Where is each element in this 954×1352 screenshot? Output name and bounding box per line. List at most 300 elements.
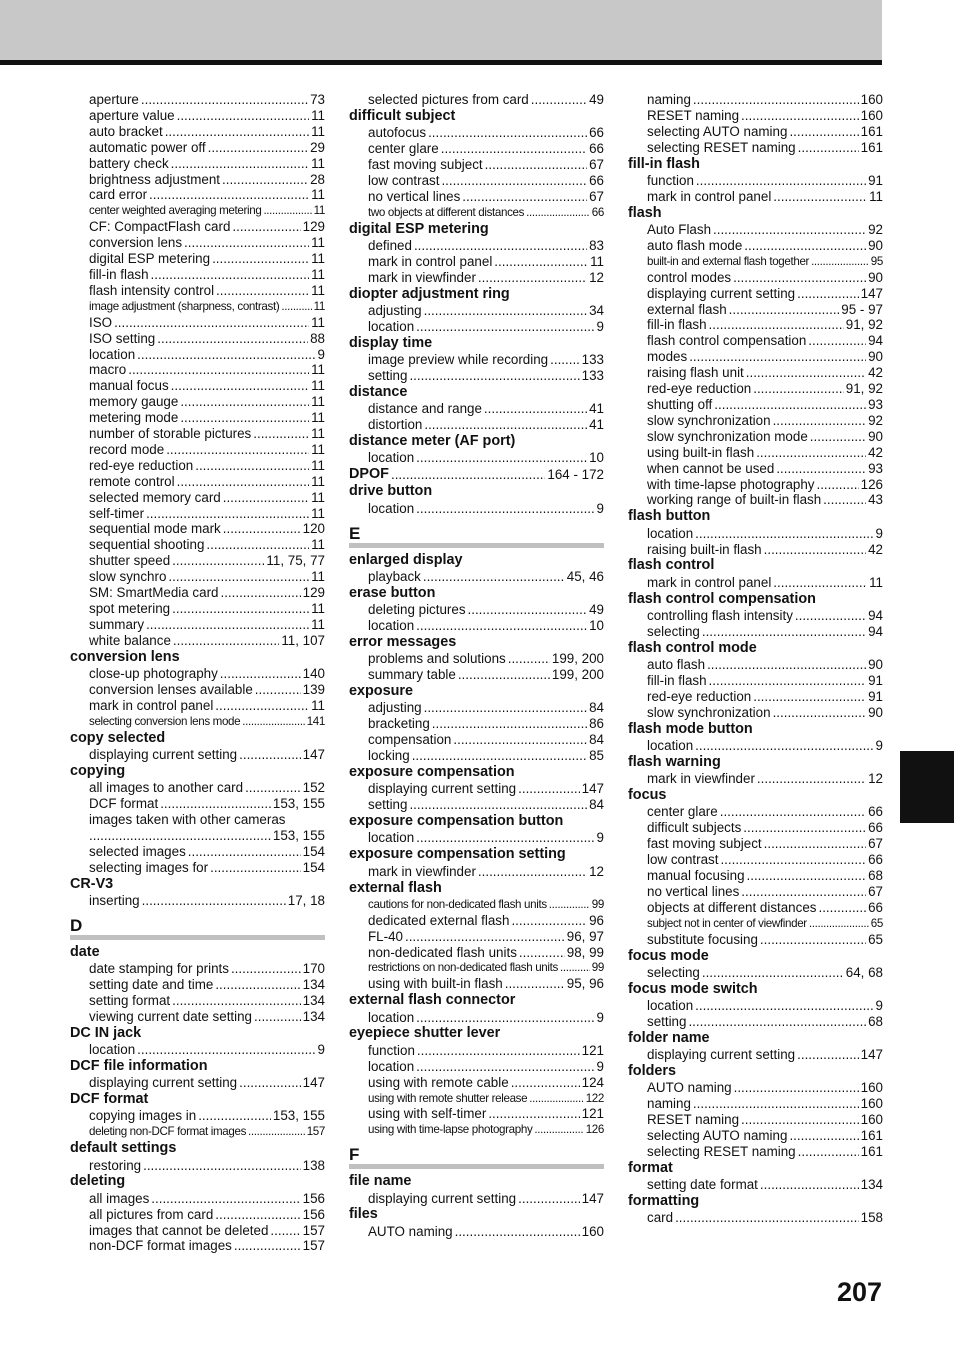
subentry-label: slow synchro bbox=[89, 569, 167, 585]
page-reference: 90 bbox=[868, 269, 883, 285]
leader-dots bbox=[462, 189, 587, 205]
page-reference: 12 bbox=[589, 863, 604, 879]
section-letter: E bbox=[349, 524, 604, 548]
index-subentry bbox=[349, 1059, 604, 1075]
leader-dots bbox=[215, 1207, 300, 1223]
page-reference: 156 bbox=[302, 1206, 325, 1222]
page-reference: 85 bbox=[589, 748, 604, 764]
index-subentry bbox=[628, 608, 883, 624]
leader-dots bbox=[149, 187, 309, 203]
index-heading: exposure compensation bbox=[349, 764, 515, 781]
page-reference: 11 bbox=[311, 123, 325, 139]
leader-dots bbox=[215, 698, 309, 714]
page-number: 207 bbox=[836, 1277, 882, 1307]
leader-dots bbox=[146, 617, 309, 633]
page-reference: 157 bbox=[302, 1238, 325, 1254]
index-subentry bbox=[628, 932, 883, 948]
subentry-label: function bbox=[368, 1042, 415, 1058]
subentry-label: two objects at different distances bbox=[368, 205, 525, 219]
leader-dots bbox=[797, 286, 859, 302]
leader-dots bbox=[773, 575, 867, 591]
leader-dots bbox=[688, 1014, 866, 1030]
leader-dots bbox=[424, 700, 587, 716]
index-subentry bbox=[628, 624, 883, 640]
subentry-label: summary bbox=[89, 616, 145, 632]
index-subentry bbox=[349, 830, 604, 846]
page-reference: 11 bbox=[311, 426, 325, 442]
page-reference: 67 bbox=[868, 883, 883, 899]
index-heading: format bbox=[628, 1159, 673, 1176]
subentry-label: mark in viewfinder bbox=[368, 269, 476, 285]
page-reference: 147 bbox=[860, 1047, 883, 1063]
index-subentry bbox=[628, 673, 883, 689]
index-subentry bbox=[628, 429, 883, 445]
leader-dots bbox=[764, 542, 866, 558]
index-subentry bbox=[349, 1122, 604, 1138]
subentry-label: low contrast bbox=[368, 172, 440, 188]
index-subentry bbox=[70, 961, 325, 977]
subentry-label: digital ESP metering bbox=[89, 251, 211, 267]
subentry-label: red-eye reduction bbox=[647, 688, 752, 704]
index-heading: date bbox=[70, 943, 100, 960]
page-reference: 94 bbox=[868, 623, 883, 639]
page-reference: 157 bbox=[302, 1222, 325, 1238]
subentry-label: deleting pictures bbox=[368, 602, 466, 618]
index-subentry bbox=[349, 897, 604, 913]
page-reference: 66 bbox=[589, 125, 604, 141]
index-subentry bbox=[70, 1158, 325, 1174]
index-subentry bbox=[349, 319, 604, 335]
leader-dots bbox=[223, 521, 301, 537]
index-subentry bbox=[70, 426, 325, 442]
leader-dots bbox=[216, 283, 309, 299]
index-heading: difficult subject bbox=[349, 107, 456, 124]
index-subentry bbox=[70, 780, 325, 796]
subentry-label: automatic power off bbox=[89, 139, 206, 155]
index-subentry-continuation bbox=[70, 828, 325, 844]
leader-dots bbox=[526, 205, 590, 221]
index-subentry bbox=[70, 490, 325, 506]
subentry-label: summary table bbox=[368, 667, 456, 683]
index-subentry bbox=[628, 1014, 883, 1030]
page-reference: 42 bbox=[868, 541, 883, 557]
leader-dots bbox=[798, 140, 859, 156]
index-subentry bbox=[70, 506, 325, 522]
leader-dots bbox=[223, 490, 309, 506]
leader-dots bbox=[734, 1080, 859, 1096]
subentry-label: cautions for non-dedicated flash units bbox=[368, 897, 547, 911]
subentry-label: using with remote shutter release bbox=[368, 1091, 528, 1105]
index-subentry bbox=[628, 365, 883, 381]
leader-dots bbox=[142, 893, 286, 909]
leader-dots bbox=[816, 477, 858, 493]
page-reference: 93 bbox=[868, 460, 883, 476]
index-heading: external flash connector bbox=[349, 992, 516, 1009]
page-reference: 147 bbox=[581, 781, 604, 797]
subentry-label: autofocus bbox=[368, 125, 427, 141]
page-reference: 84 bbox=[589, 700, 604, 716]
subentry-label: auto bracket bbox=[89, 123, 163, 139]
index-heading: erase button bbox=[349, 584, 436, 601]
subentry-label: displaying current setting bbox=[647, 1047, 796, 1063]
page-reference: 66 bbox=[589, 172, 604, 188]
index-subentry bbox=[628, 317, 883, 333]
subentry-label: CF: CompactFlash card bbox=[89, 219, 231, 235]
leader-dots bbox=[172, 601, 309, 617]
index-subentry bbox=[628, 302, 883, 318]
index-subentry bbox=[70, 1238, 325, 1254]
subentry-label: mark in control panel bbox=[89, 697, 214, 713]
leader-dots bbox=[157, 331, 308, 347]
page-reference: 154 bbox=[302, 843, 325, 859]
index-subentry bbox=[349, 732, 604, 748]
subentry-label: problems and solutions bbox=[368, 651, 506, 667]
index-subentry bbox=[70, 666, 325, 682]
leader-dots bbox=[696, 173, 866, 189]
index-heading: default settings bbox=[70, 1140, 177, 1157]
subentry-label: setting date format bbox=[647, 1177, 758, 1193]
leader-dots bbox=[760, 932, 866, 948]
leader-dots bbox=[808, 333, 866, 349]
subentry-label: selecting AUTO naming bbox=[647, 1128, 788, 1144]
leader-dots bbox=[709, 673, 867, 689]
leader-dots bbox=[220, 585, 300, 601]
page-reference: 129 bbox=[302, 219, 325, 235]
subentry-label: dedicated external flash bbox=[368, 912, 510, 928]
page-reference: 86 bbox=[589, 716, 604, 732]
page-reference: 10 bbox=[589, 450, 604, 466]
index-heading: flash control compensation bbox=[628, 590, 816, 607]
subentry-label: when cannot be used bbox=[647, 460, 775, 476]
leader-dots bbox=[733, 270, 866, 286]
leader-dots bbox=[713, 222, 866, 238]
index-subentry bbox=[70, 585, 325, 601]
index-subentry bbox=[628, 397, 883, 413]
page-reference: 42 bbox=[868, 444, 883, 460]
leader-dots bbox=[188, 844, 301, 860]
page-reference: 199, 200 bbox=[551, 651, 604, 667]
index-subentry bbox=[628, 965, 883, 981]
subentry-label: playback bbox=[368, 568, 421, 584]
index-subentry-text: images taken with other cameras bbox=[89, 811, 286, 827]
leader-dots bbox=[773, 413, 867, 429]
subentry-label: location bbox=[368, 450, 415, 466]
leader-dots bbox=[195, 458, 309, 474]
index-subentry bbox=[70, 331, 325, 347]
leader-dots bbox=[391, 466, 545, 483]
index-heading: flash mode button bbox=[628, 720, 753, 737]
subentry-label: naming bbox=[647, 1096, 691, 1112]
leader-dots bbox=[414, 238, 587, 254]
leader-dots bbox=[208, 140, 308, 156]
leader-dots bbox=[151, 1191, 300, 1207]
index-subentry bbox=[70, 299, 325, 315]
subentry-label: slow synchronization bbox=[647, 704, 771, 720]
subentry-label: subject not in center of viewfinder bbox=[647, 916, 807, 930]
index-subentry bbox=[70, 1124, 325, 1140]
index-subentry bbox=[349, 141, 604, 157]
leader-dots bbox=[511, 1075, 580, 1091]
page-reference: 134 bbox=[302, 992, 325, 1008]
leader-dots bbox=[166, 442, 309, 458]
leader-dots bbox=[776, 461, 866, 477]
page-reference: 11 bbox=[311, 187, 325, 203]
leader-dots bbox=[416, 830, 594, 846]
leader-dots bbox=[760, 1177, 859, 1193]
subentry-label: AUTO naming bbox=[647, 1080, 732, 1096]
page-reference: 11 bbox=[311, 107, 325, 123]
page-reference: 138 bbox=[302, 1157, 325, 1173]
index-subentry bbox=[349, 270, 604, 286]
page-reference: 133 bbox=[581, 352, 604, 368]
page-reference: 11 bbox=[311, 410, 325, 426]
subentry-label: viewing current date setting bbox=[89, 1008, 253, 1024]
index-heading: exposure compensation setting bbox=[349, 846, 566, 863]
page-reference: 11 bbox=[311, 505, 325, 521]
subentry-label: record mode bbox=[89, 441, 165, 457]
leader-dots bbox=[753, 689, 866, 705]
index-subentry bbox=[628, 526, 883, 542]
index-subentry bbox=[70, 156, 325, 172]
subentry-label: modes bbox=[647, 349, 688, 365]
subentry-label: location bbox=[647, 737, 694, 753]
page-reference: 11 bbox=[311, 394, 325, 410]
index-heading-label: DPOF bbox=[349, 466, 389, 483]
index-heading: error messages bbox=[349, 634, 457, 650]
subentry-label: red-eye reduction bbox=[647, 381, 752, 397]
index-subentry bbox=[349, 976, 604, 992]
index-heading: file name bbox=[349, 1173, 412, 1190]
leader-dots bbox=[741, 1112, 859, 1128]
leader-dots bbox=[432, 716, 587, 732]
index-subentry bbox=[628, 1177, 883, 1193]
index-heading: exposure compensation button bbox=[349, 813, 564, 830]
subentry-label: mark in viewfinder bbox=[368, 863, 476, 879]
index-heading: digital ESP metering bbox=[349, 220, 489, 237]
index-subentry bbox=[349, 1091, 604, 1107]
page-reference: 11 bbox=[311, 441, 325, 457]
subentry-label: setting bbox=[368, 797, 408, 813]
page-reference: 66 bbox=[589, 141, 604, 157]
page-reference: 160 bbox=[860, 1112, 883, 1128]
index-heading: flash control bbox=[628, 557, 715, 574]
page-reference: 29 bbox=[310, 139, 325, 155]
page-reference: 139 bbox=[302, 681, 325, 697]
index-subentry bbox=[70, 362, 325, 378]
index-subentry bbox=[349, 569, 604, 585]
page-reference: 11 bbox=[313, 299, 325, 313]
leader-dots bbox=[210, 860, 301, 876]
header-rule bbox=[0, 60, 882, 65]
page-reference: 161 bbox=[860, 123, 883, 139]
subentry-label: difficult subjects bbox=[647, 820, 742, 836]
index-subentry bbox=[628, 852, 883, 868]
subentry-label: adjusting bbox=[368, 302, 422, 318]
index-subentry bbox=[628, 108, 883, 124]
page-reference: 94 bbox=[868, 607, 883, 623]
index-subentry bbox=[628, 1096, 883, 1112]
leader-dots bbox=[239, 1075, 301, 1091]
page-reference: 156 bbox=[302, 1190, 325, 1206]
leader-dots bbox=[263, 203, 311, 219]
index-subentry bbox=[349, 352, 604, 368]
page-reference: 65 bbox=[870, 916, 883, 930]
leader-dots bbox=[198, 1108, 271, 1124]
index-subentry bbox=[628, 92, 883, 108]
subentry-label: fast moving subject bbox=[647, 836, 762, 852]
index-subentry bbox=[349, 1106, 604, 1122]
leader-dots bbox=[720, 804, 866, 820]
subentry-label: DCF format bbox=[89, 796, 159, 812]
leader-dots bbox=[789, 124, 858, 140]
leader-dots bbox=[757, 771, 866, 787]
page-reference: 9 bbox=[875, 998, 883, 1014]
page-reference: 9 bbox=[317, 346, 325, 362]
index-subentry bbox=[628, 657, 883, 673]
leader-dots bbox=[215, 977, 300, 993]
page-reference: 17, 18 bbox=[287, 892, 325, 908]
page-reference: 11 bbox=[311, 489, 325, 505]
leader-dots bbox=[416, 501, 594, 517]
index-column-2 bbox=[349, 92, 604, 1240]
index-subentry bbox=[628, 413, 883, 429]
leader-dots bbox=[128, 362, 309, 378]
index-subentry bbox=[70, 521, 325, 537]
leader-dots bbox=[529, 1091, 583, 1107]
index-subentry bbox=[349, 1075, 604, 1091]
subentry-label: restoring bbox=[89, 1157, 142, 1173]
page-reference: 92 bbox=[868, 222, 883, 238]
subentry-label: aperture bbox=[89, 92, 139, 107]
index-heading: eyepiece shutter lever bbox=[349, 1025, 501, 1042]
page-reference: 45, 46 bbox=[566, 568, 604, 584]
page-reference: 11 bbox=[311, 362, 325, 378]
page-reference: 90 bbox=[868, 704, 883, 720]
page-reference: 10 bbox=[589, 618, 604, 634]
leader-dots bbox=[89, 828, 271, 844]
page-reference: 9 bbox=[317, 1042, 325, 1057]
index-heading: external flash bbox=[349, 879, 442, 896]
page-reference: 41 bbox=[589, 401, 604, 417]
index-subentry bbox=[349, 1224, 604, 1240]
page-reference: 140 bbox=[302, 666, 325, 682]
index-heading: DCF file information bbox=[70, 1057, 208, 1074]
index-subentry bbox=[349, 368, 604, 384]
leader-dots bbox=[811, 254, 869, 270]
subentry-label: ISO bbox=[89, 314, 113, 330]
page-reference: 170 bbox=[302, 961, 325, 977]
leader-dots bbox=[488, 1106, 579, 1122]
index-subentry bbox=[349, 913, 604, 929]
leader-dots bbox=[560, 960, 590, 976]
leader-dots bbox=[753, 381, 844, 397]
index-heading: flash bbox=[628, 204, 662, 221]
index-subentry bbox=[628, 349, 883, 365]
leader-dots bbox=[177, 474, 310, 490]
leader-dots bbox=[773, 705, 867, 721]
index-subentry bbox=[70, 1075, 325, 1091]
leader-dots bbox=[137, 347, 315, 363]
page-reference: 98, 99 bbox=[566, 944, 604, 960]
index-subentry bbox=[349, 189, 604, 205]
index-subentry bbox=[628, 575, 883, 591]
subentry-label: displaying current setting bbox=[368, 781, 517, 797]
leader-dots bbox=[702, 965, 844, 981]
index-subentry bbox=[628, 836, 883, 852]
subentry-label: selecting conversion lens mode bbox=[89, 714, 241, 728]
page-reference: 91 bbox=[868, 688, 883, 704]
index-subentry bbox=[628, 222, 883, 238]
page-reference: 11 bbox=[311, 457, 325, 473]
index-subentry bbox=[349, 401, 604, 417]
index-subentry bbox=[628, 124, 883, 140]
subentry-label: displaying current setting bbox=[647, 285, 796, 301]
subentry-label: selected memory card bbox=[89, 489, 221, 505]
subentry-label: FL-40 bbox=[368, 928, 403, 944]
index-subentry bbox=[628, 1047, 883, 1063]
page-reference: 129 bbox=[302, 585, 325, 601]
subentry-label: selected images bbox=[89, 843, 186, 859]
index-subentry bbox=[628, 820, 883, 836]
index-subentry bbox=[628, 381, 883, 397]
subentry-label: external flash bbox=[647, 301, 727, 317]
subentry-label: center glare bbox=[368, 141, 439, 157]
leader-dots bbox=[729, 302, 840, 318]
subentry-label: manual focusing bbox=[647, 868, 745, 884]
subentry-label: working range of built-in flash bbox=[647, 492, 822, 508]
page-reference: 34 bbox=[589, 302, 604, 318]
leader-dots bbox=[416, 1010, 594, 1026]
index-heading: CR-V3 bbox=[70, 875, 114, 892]
page-reference: 147 bbox=[581, 1190, 604, 1206]
leader-dots bbox=[741, 884, 866, 900]
page-reference: 68 bbox=[868, 1013, 883, 1029]
page-reference: 11 bbox=[311, 282, 325, 298]
leader-dots bbox=[254, 1009, 301, 1025]
leader-dots bbox=[177, 108, 309, 124]
index-subentry bbox=[628, 173, 883, 189]
index-subentry bbox=[70, 315, 325, 331]
index-subentry bbox=[349, 417, 604, 433]
index-subentry bbox=[628, 333, 883, 349]
subentry-label: AUTO naming bbox=[368, 1223, 453, 1239]
page-reference: 124 bbox=[581, 1074, 604, 1090]
index-heading: exposure bbox=[349, 683, 413, 700]
subentry-label: displaying current setting bbox=[89, 746, 238, 762]
index-subentry bbox=[70, 796, 325, 812]
page-reference: 153, 155 bbox=[272, 1108, 325, 1124]
page-reference: 91, 92 bbox=[845, 381, 883, 397]
subentry-label: conversion lenses available bbox=[89, 681, 253, 697]
subentry-label: location bbox=[89, 1042, 136, 1057]
subentry-label: shutting off bbox=[647, 397, 713, 412]
page-reference: 67 bbox=[868, 836, 883, 852]
page-reference: 134 bbox=[302, 1008, 325, 1024]
subentry-label: RESET naming bbox=[647, 107, 740, 123]
index-subentry bbox=[349, 303, 604, 319]
index-subentry bbox=[70, 187, 325, 203]
subentry-label: non-DCF format images bbox=[89, 1238, 232, 1254]
index-heading: DC IN jack bbox=[70, 1024, 142, 1041]
page-reference: 121 bbox=[581, 1106, 604, 1122]
subentry-label: selecting AUTO naming bbox=[647, 123, 788, 139]
page-reference: 84 bbox=[589, 732, 604, 748]
index-subentry bbox=[70, 203, 325, 219]
leader-dots bbox=[245, 780, 301, 796]
subentry-label: fill-in flash bbox=[647, 317, 707, 333]
index-subentry bbox=[70, 1009, 325, 1025]
leader-dots bbox=[518, 1191, 580, 1207]
